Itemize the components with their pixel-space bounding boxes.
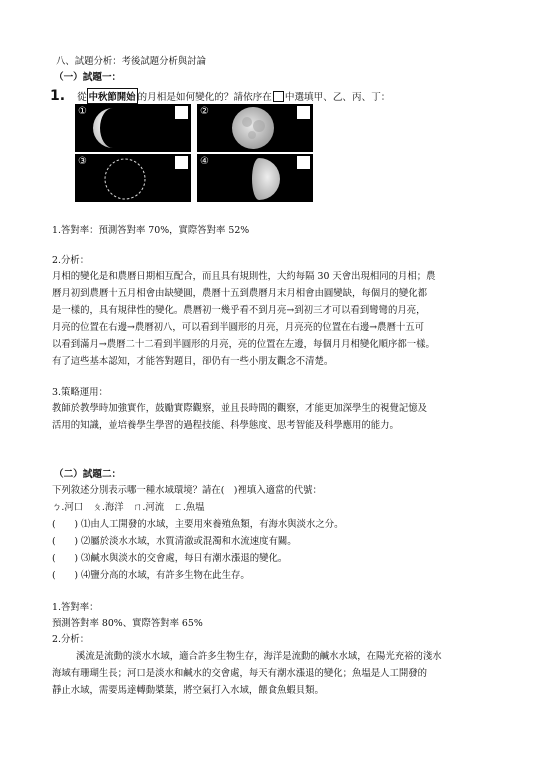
q2-analysis-text: 溪流是流動的淡水水域，適合許多生物生存，海洋是流動的鹹水水域，在陽光充裕的淺水: [76, 651, 442, 662]
q1-suffix-a: 的月相是如何變化的？請依序在: [137, 92, 272, 103]
q1-heading: （一）試題一：: [54, 72, 122, 83]
q1-accuracy: 1.答對率：預測答對率 70%，實際答對率 52%: [52, 225, 250, 236]
q1-boxed-text: 中秋節開始: [87, 88, 138, 104]
q2-options: ㄅ.河口 ㄆ.海洋 ㄇ.河流 ㄈ.魚塭: [52, 502, 205, 513]
q1-suffix-b: 中選填甲、乙、丙、丁：: [284, 92, 391, 103]
q2-accuracy-heading: 1.答對率：: [52, 602, 99, 613]
half-moon-icon: [197, 154, 313, 202]
q1-strategy-line: 活用的知識，並培養學生學習的過程技能、科學態度、思考智能及科學應用的能力。: [52, 420, 399, 431]
full-moon-icon: [197, 104, 313, 152]
q1-analysis-heading: 2.分析：: [52, 255, 90, 266]
moon-label-2: ②: [200, 106, 209, 117]
moon-phase-grid: [75, 104, 313, 202]
q2-analysis-heading: 2.分析：: [52, 634, 90, 645]
q2-analysis-line: 靜止水域，需要馬達轉動槳葉，將空氣打入水域，餵食魚蝦貝類。: [52, 685, 324, 696]
q1-analysis-line: 月相的變化是和農曆日期相互配合，而且具有規則性，大約每隔 30 天會出現相同的月相；農: [52, 271, 436, 282]
moon-cell-3: [75, 154, 191, 202]
q2-question: 下列敘述分別表示哪一種水域環境？請在( )裡填入適當的代號：: [52, 485, 322, 496]
q1-analysis-line: 有了這些基本認知，才能答對題目，卻仍有一些小朋友觀念不清楚。: [52, 356, 334, 367]
q2-analysis-paragraph: [52, 648, 487, 699]
moon-label-4: ④: [200, 156, 209, 167]
q1-number: 1.: [50, 88, 66, 104]
q2-analysis-line: [52, 648, 487, 665]
q1-prompt: [50, 88, 390, 104]
crescent-moon-icon: [75, 104, 191, 152]
q2-item-2: ( ) ⑵屬於淡水水域，水質清澈或混濁和水流速度有關。: [52, 536, 297, 547]
new-moon-icon: [75, 154, 191, 202]
q1-analysis-paragraph: [52, 268, 487, 370]
q1-strategy-paragraph: [52, 400, 487, 434]
q2-analysis-line: 海域有珊瑚生長；河口是淡水和鹹水的交會處，每天有潮水漲退的變化；魚塭是人工開發的: [52, 668, 428, 679]
moon-label-1: ①: [78, 106, 87, 117]
q2-accuracy-value: 預測答對率 80%、實際答對率 65%: [52, 618, 203, 629]
section-title: 八、試題分析：考後試題分析與討論: [56, 56, 207, 67]
answer-box-icon: [273, 91, 284, 102]
q2-item-3: ( ) ⑶鹹水與淡水的交會處，每日有潮水漲退的變化。: [52, 553, 288, 564]
q1-prefix: 從: [77, 92, 87, 103]
q1-strategy-heading: 3.策略運用：: [52, 387, 108, 398]
q1-analysis-line: 以看到滿月→農曆二十二看到半圓形的月亮，亮的位置在左邊，每個月月相變化順序都一樣。: [52, 339, 435, 350]
q2-item-4: ( ) ⑷鹽分高的水域，有許多生物在此生存。: [52, 570, 250, 581]
q1-analysis-line: 月亮的位置在右邊→農曆初八，可以看到半圓形的月亮，月亮亮的位置在右邊→農曆十五可: [52, 322, 424, 333]
q2-item-1: ( ) ⑴由人工開發的水域，主要用來養殖魚類，有海水與淡水之分。: [52, 519, 344, 530]
q2-heading: （二）試題二：: [54, 469, 122, 480]
moon-cell-4: [197, 154, 313, 202]
q1-analysis-line: 曆月初到農曆十五月相會由缺變圓，農曆十五到農曆月末月相會由圓變缺，每個月的變化都: [52, 288, 428, 299]
q1-strategy-line: 教師於教學時加強實作，鼓勵實際觀察，並且長時間的觀察，才能更加深學生的視覺記憶及: [52, 403, 428, 414]
moon-cell-1: [75, 104, 191, 152]
q1-analysis-line: 是一樣的，具有規律性的變化。農曆初一幾乎看不到月亮→到初三才可以看到彎彎的月亮，: [52, 305, 426, 316]
moon-cell-2: [197, 104, 313, 152]
moon-label-3: ③: [78, 156, 87, 167]
